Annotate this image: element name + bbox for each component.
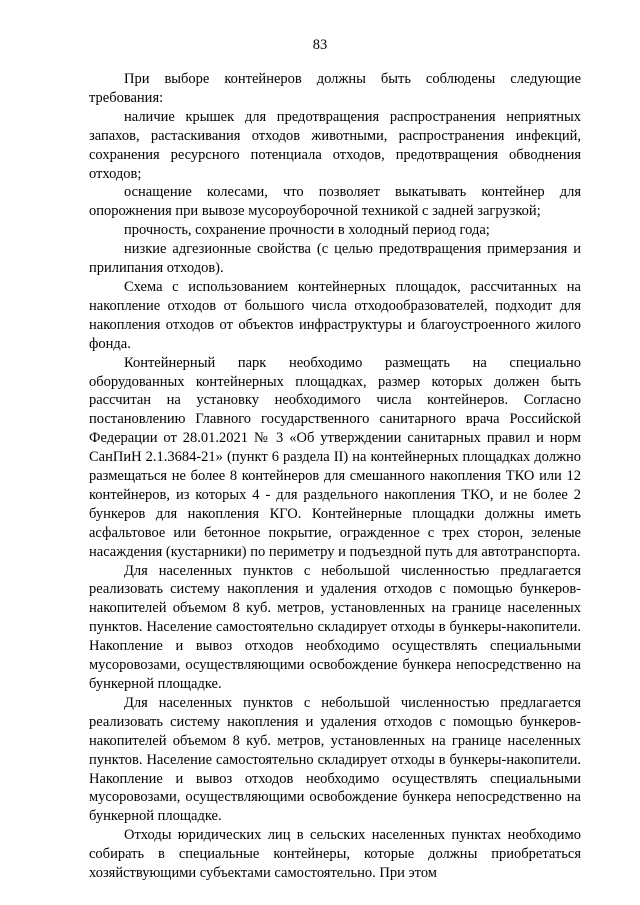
- requirement-item-wheels: оснащение колесами, что позволяет выкатывать контейнер для опорожнения при вывозе мусороуборочной техникой с задней загрузкой;: [89, 184, 581, 220]
- paragraph-bunkers-2: Для населенных пунктов с небольшой численностью предлагается реализовать систему накопления и удаления отходов с помощью бункеров-накопителей объемом 8 куб. метров, установленных на границе населенных пунктов. Население самостоятельно складирует отходы в бункеры-накопители. Накопление и вывоз отходов необходимо осуществлять специальными мусоровозами, осуществляющими освобождение бункера непосредственно на бункерной площадке.: [89, 694, 581, 825]
- requirement-item-strength: прочность, сохранение прочности в холодный период года;: [124, 222, 490, 239]
- document-body: [89, 70, 581, 883]
- paragraph-container-park: Контейнерный парк необходимо размещать на специально оборудованных контейнерных площадках, размер которых должен быть рассчитан на установку необходимого числа контейнеров. Согласно постановлению Главного государственного санитарного врача Российской Федерации от 28.01.2021 № 3 «Об утверждении санитарных правил и норм СанПиН 2.1.3684-21» (пункт 6 раздела II) на контейнерных площадках должно размещаться не более 8 контейнеров для смешанного накопления ТКО или 12 контейнеров, из которых 4 - для раздельного накопления ТКО, и не более 2 бункеров для накопления КГО. Контейнерные площадки должны иметь асфальтовое или бетонное покрытие, огражденное с трех сторон, зеленые насаждения (кустарники) по периметру и подъездной путь для автотранспорта.: [89, 354, 581, 560]
- requirement-item-lids: наличие крышек для предотвращения распространения неприятных запахов, растаскивания отходов животными, распространения инфекций, сохранения ресурсного потенциала отходов, предотвращения обводнения отходов;: [89, 108, 581, 182]
- requirement-item-adhesion: низкие адгезионные свойства (с целью предотвращения примерзания и прилипания отходов).: [89, 241, 581, 277]
- paragraph-container-scheme: Схема с использованием контейнерных площадок, рассчитанных на накопление отходов от большого числа отходообразователей, подходит для накопления отходов от объектов инфраструктуры и благоустроенного жилого фонда.: [89, 278, 581, 352]
- paragraph-requirements-intro: При выборе контейнеров должны быть соблюдены следующие требования:: [89, 71, 581, 106]
- page-number: 83: [312, 37, 328, 53]
- paragraph-legal-entities: Отходы юридических лиц в сельских населенных пунктах необходимо собирать в специальные контейнеры, которые должны приобретаться хозяйствующими субъектами самостоятельно. При этом: [89, 827, 581, 882]
- paragraph-bunkers-1: Для населенных пунктов с небольшой численностью предлагается реализовать систему накопления и удаления отходов с помощью бункеров-накопителей объемом 8 куб. метров, установленных на границе населенных пунктов. Население самостоятельно складирует отходы в бункеры-накопители. Накопление и вывоз отходов необходимо осуществлять специальными мусоровозами, осуществляющими освобождение бункера непосредственно на бункерной площадке.: [89, 562, 581, 692]
